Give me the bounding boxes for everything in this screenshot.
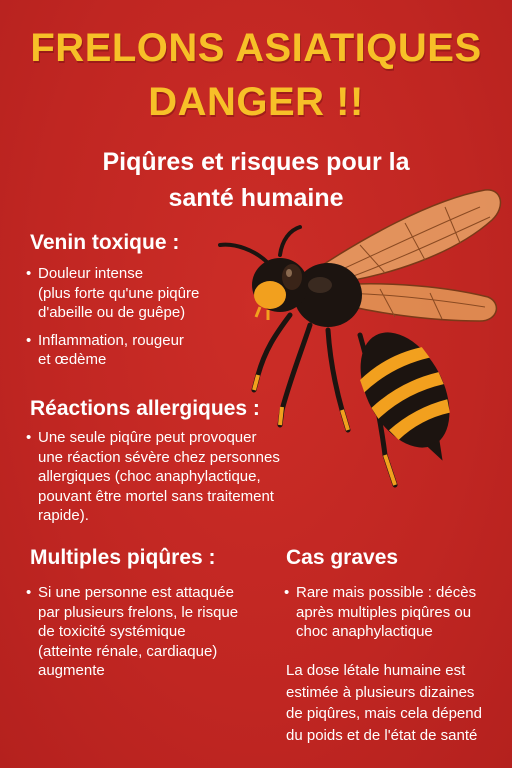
lethal-dose-note <box>286 660 508 746</box>
graves-item1-line1: • Rare mais possible : décès <box>296 584 477 601</box>
list-item <box>26 428 326 526</box>
graves-item1-line2: après multiples piqûres ou <box>296 603 472 621</box>
allergies-item1-line5: rapide). <box>38 507 89 524</box>
note-line3: de piqûres, mais cela dépend <box>286 705 482 722</box>
list-item <box>26 331 236 370</box>
venin-list <box>26 264 236 378</box>
note-line4: du poids et de l'état de santé <box>286 726 478 744</box>
allergies-item1-line2: une réaction sévère chez personnes <box>38 448 280 466</box>
venin-item1-line3: d'abeille ou de guêpe) <box>38 304 186 321</box>
multiples-item1-line5: augmente <box>38 662 105 679</box>
graves-list <box>284 583 506 650</box>
note-line2: estimée à plusieurs dizaines <box>286 683 475 701</box>
allergies-item1-line3: allergiques (choc anaphylactique, <box>38 468 261 485</box>
heading-reactions-allergiques: Réactions allergiques : <box>30 397 260 420</box>
multiples-item1-line4: (atteinte rénale, cardiaque) <box>38 642 218 660</box>
allergies-item1-line4: pouvant être mortel sans traitement <box>38 487 274 505</box>
note-line1: La dose létale humaine est <box>286 662 466 679</box>
multiples-item1-line1: • Si une personne est attaquée <box>38 584 234 601</box>
graves-item1-line3: choc anaphylactique <box>296 623 433 640</box>
multiples-list <box>26 583 266 689</box>
multiples-item1-line2: par plusieurs frelons, le risque <box>38 603 239 621</box>
allergies-list <box>26 428 326 534</box>
heading-venin-toxique: Venin toxique : <box>30 231 180 254</box>
venin-item2-line2: et œdème <box>38 351 107 368</box>
list-item <box>26 583 266 681</box>
venin-item2-line1: • Inflammation, rougeur <box>38 331 184 349</box>
heading-cas-graves: Cas graves <box>286 546 399 569</box>
allergies-item1-line1: • Une seule piqûre peut provoquer <box>38 429 257 446</box>
subtitle-line-1: Piqûres et risques pour la <box>102 148 410 176</box>
multiples-item1-line3: de toxicité systémique <box>38 623 186 640</box>
title-line-2: DANGER !! <box>148 80 364 124</box>
list-item <box>26 264 236 323</box>
heading-multiples-piqures: Multiples piqûres : <box>30 546 216 569</box>
list-item <box>284 583 506 642</box>
hornet-eye <box>282 264 302 290</box>
title-line-1: FRELONS ASIATIQUES <box>30 26 482 70</box>
venin-item1-line1: • Douleur intense <box>38 265 144 282</box>
venin-item1-line2: (plus forte qu'une piqûre <box>38 284 200 302</box>
subtitle-line-2: santé humaine <box>168 184 344 212</box>
